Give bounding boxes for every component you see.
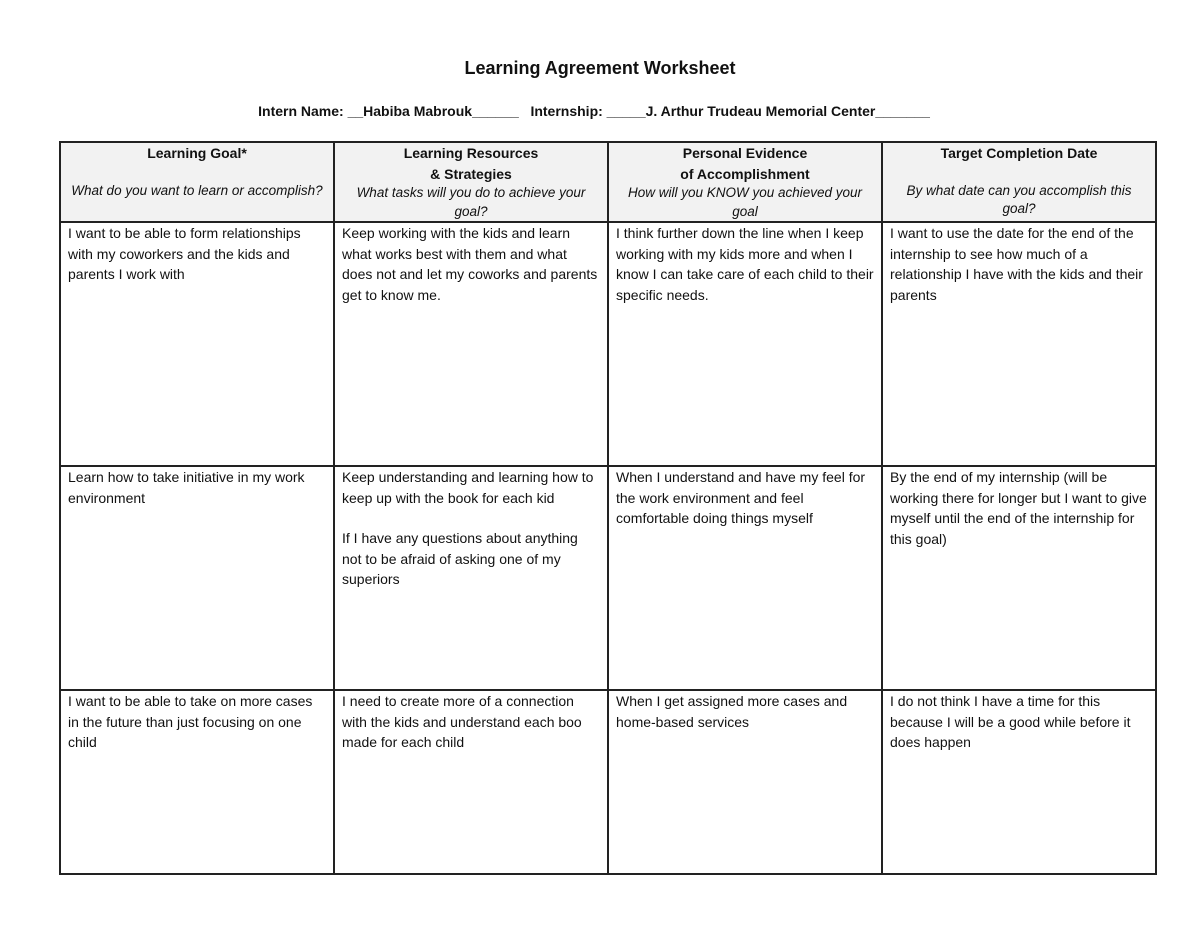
- resources-cell: [334, 222, 608, 466]
- resources-text: Keep understanding and learning how to keep up with the book for each kid: [342, 469, 594, 506]
- evidence-cell: I think further down the line when I keep working with my kids more and when I know I can take care of each child to their specific needs.: [608, 222, 882, 466]
- header-title: Learning Resources: [403, 145, 539, 161]
- resources-text: If I have any questions about anything not to be afraid of asking one of my superiors: [342, 530, 578, 587]
- table-row: [60, 466, 1156, 690]
- header-learning-goal: [60, 142, 334, 222]
- page-title: Learning Agreement Worksheet: [464, 58, 736, 78]
- header-title: Learning Goal*: [147, 145, 247, 161]
- learning-agreement-table: [59, 141, 1157, 875]
- evidence-cell: When I get assigned more cases and home-based services: [608, 690, 882, 874]
- learning-goal-cell: Learn how to take initiative in my work environment: [60, 466, 334, 690]
- target-date-cell: I do not think I have a time for this because I will be a good while before it does happen: [882, 690, 1156, 874]
- evidence-cell: When I understand and have my feel for the work environment and feel comfortable doing things myself: [608, 466, 882, 690]
- header-subtitle: How will you KNOW you achieved your goal: [627, 185, 863, 219]
- learning-goal-cell: I want to be able to take on more cases in the future than just focusing on one child: [60, 690, 334, 874]
- table-header-row: [60, 142, 1156, 222]
- header-learning-resources: [334, 142, 608, 222]
- header-title-line2: & Strategies: [430, 165, 512, 182]
- target-date-cell: I want to use the date for the end of the internship to see how much of a relationship I have with the kids and their parents: [882, 222, 1156, 466]
- table-row: [60, 222, 1156, 466]
- header-subtitle: What do you want to learn or accomplish?: [71, 182, 323, 198]
- resources-cell: [334, 466, 608, 690]
- target-date-cell: By the end of my internship (will be working there for longer but I want to give myself until the end of the internship for this goal): [882, 466, 1156, 690]
- header-personal-evidence: [608, 142, 882, 222]
- header-title: Target Completion Date: [940, 145, 1098, 161]
- resources-text: Keep working with the kids and learn what works best with them and what does not and let my coworks and parents get to know me.: [342, 225, 598, 303]
- resources-text: I need to create more of a connection with the kids and understand each boo made for each child: [342, 693, 582, 750]
- header-target-date: [882, 142, 1156, 222]
- resources-cell: [334, 690, 608, 874]
- header-title-line2: of Accomplishment: [680, 165, 810, 182]
- header-subtitle: What tasks will you do to achieve your goal?: [356, 185, 586, 219]
- header-title: Personal Evidence: [682, 145, 808, 161]
- learning-goal-cell: I want to be able to form relationships with my coworkers and the kids and parents I work with: [60, 222, 334, 466]
- intern-info-line: Intern Name: __Habiba Mabrouk______ Internship: _____J. Arthur Trudeau Memorial Center_______: [258, 103, 930, 119]
- table-row: [60, 690, 1156, 874]
- header-subtitle: By what date can you accomplish this goal?: [906, 182, 1132, 216]
